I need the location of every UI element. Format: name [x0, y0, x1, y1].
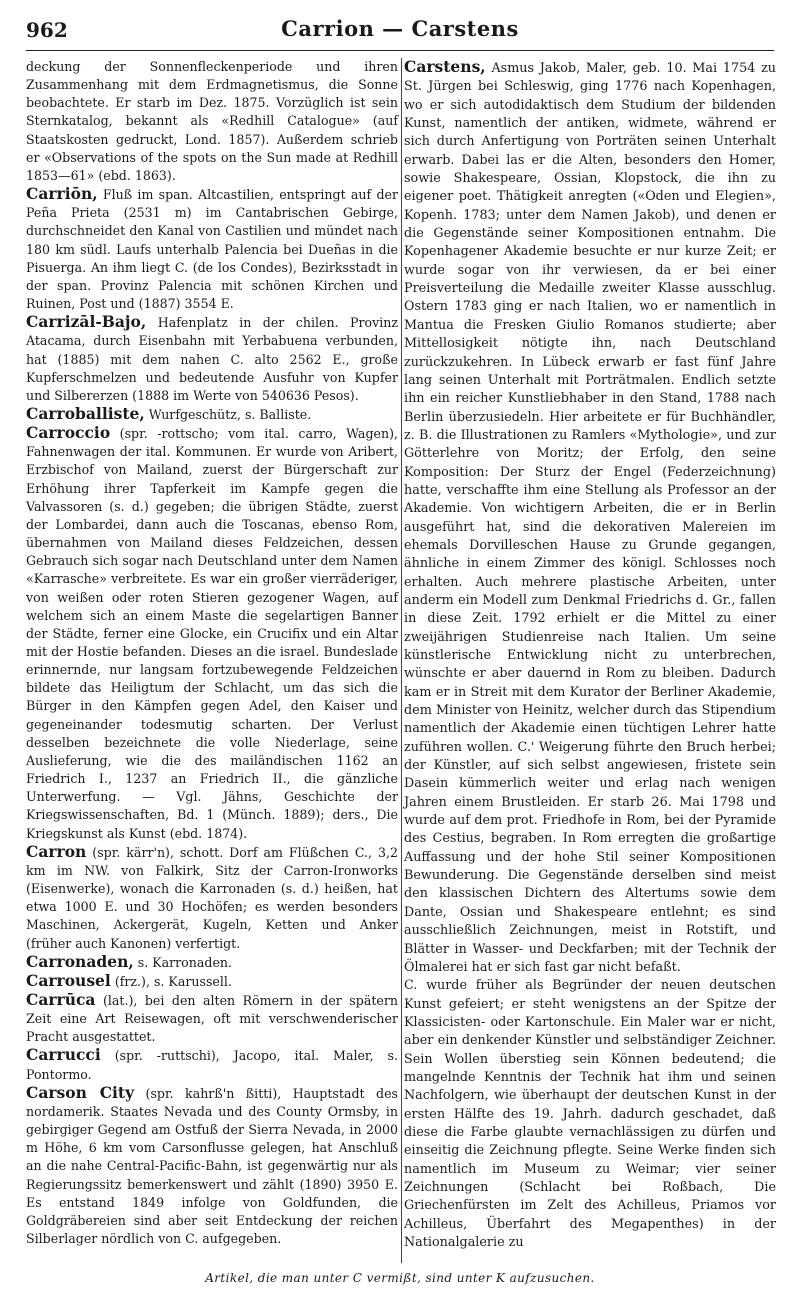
continued-entry-text: deckung der Sonnenfleckenperiode und ihren Zusammenhang mit dem Erdmagnetismus, die Sonne beobachtete. Er starb im Dez. 1875. Vorzüglich ist sein Sternkatalog, bekannt als «Redhill Catalogue» (auf Staatskosten gedruckt, Lond. 1857). Außerdem schrieb er «Observations of the spots on the Sun made at Redhill 1853—61» (ebd. 1863).: [26, 59, 398, 183]
page-header: [26, 16, 774, 46]
entry-headword: Carroccio: [26, 423, 111, 443]
entry-headword: Carronaden,: [26, 951, 134, 971]
left-column: [26, 58, 398, 1248]
entry-text: (spr. -ruttschi), Jacopo, ital. Maler, s. Pontormo.: [26, 1048, 398, 1082]
entry-text: Fluß im span. Altcastilien, entspringt auf der Peña Prieta (2531 m) im Cantabrischen Gebirge, durchschneidet den Kanal von Castilien und mündet nach 180 km südl. Laufs unterhalb Palencia bei Dueñas in die Pisuerga. An ihm liegt C. (de los Condes), Bezirksstadt in der span. Provinz Palencia mit schönen Kirchen und Ruinen, Post und (1887) 3554 E.: [26, 187, 398, 312]
entry-carrion: [26, 185, 398, 313]
page-footer-note: Artikel, die man unter C vermißt, sind unter K aufzusuchen.: [205, 1271, 595, 1285]
running-head: Carrion — Carstens: [281, 16, 519, 41]
entry-carstens: [404, 58, 776, 977]
entry-headword: Carriōn,: [26, 184, 98, 204]
entry-text: (spr. -rottscho; vom ital. carro, Wagen), Fahnenwagen der ital. Kommunen. Er wurde von Aribert, Erzbischof von Mailand, zuerst der Bürgerschaft zur Erhöhung ihrer Tapferkeit im Kampfe gegen die Valvassoren (s. d.) gegeben; die übrigen Städte, zuerst der Lombardei, dann auch die Toscanas, ebenso Rom, übernahmen von Mailand dieses Feldzeichen, dessen Gebrauch sich sogar nach Deutschland unter dem Namen «Karrasche» verbreitete. Es war ein großer vierräderiger, von weißen oder roten Stieren gezogener Wagen, auf welchem sich an einem Maste die segelartigen Banner der Städte, ferner eine Glocke, ein Crucifix und ein Altar mit der Hostie befanden. Dieses an die israel. Bundeslade erinnernde, nur langsam fortzubewegende Feldzeichen bildete das Heiligtum der Schlacht, um das sich die Bürger in den Kämpfen gegen Adel, den Kaiser und gegeneinander todesmutig scharten. Der Verlust desselben bezeichnete die volle Niederlage, seine Auslieferung, wie die des mailändischen 1162 an Friedrich I., 1237 an Friedrich II., die gänzliche Unterwerfung. — Vgl. Jähns, Geschichte der Kriegswissenschaften, Bd. 1 (Münch. 1889); ders., Die Kriegskunst als Kunst (ebd. 1874).: [26, 426, 398, 841]
entry-carrousel: [26, 972, 398, 991]
entry-headword: Carson City: [26, 1082, 135, 1102]
entry-text: Wurfgeschütz, s. Balliste.: [148, 406, 312, 422]
entry-headword: Carrūca: [26, 989, 96, 1009]
entry-text: (frz.), s. Karussell.: [114, 973, 232, 989]
entry-carronaden: [26, 953, 398, 972]
entry-text: C. wurde früher als Begründer der neuen deutschen Kunst gefeiert; er steht wenigstens an der Spitze der Klassicisten- oder Kartonschule. Ein Maler war er nicht, aber ein denkender Künstler und selbständiger Zeichner. Sein Wollen überstieg sein Können bedeutend; die mangelnde Kenntnis der Technik hat ihm und seinen Nachfolgern, wie überhaupt der deutschen Kunst in der ersten Hälfte des 19. Jahrh. dadurch geschadet, daß diese die Farbe glaubte vernachlässigen zu dürfen und einseitig die Zeichnung pflegte. Seine Werke finden sich namentlich im Museum zu Weimar; vier seiner Zeichnungen (Schlacht bei Roßbach, Die Griechenfürsten im Zelt des Achilleus, Priamos vor Achilleus, Überfahrt des Megapenthes) in der Nationalgalerie zu: [404, 978, 776, 1250]
entry-headword: Carroballiste,: [26, 403, 145, 423]
entry-headword: Carrousel: [26, 970, 111, 990]
entry-carroccio: [26, 424, 398, 843]
entry-carruca: [26, 991, 398, 1046]
entry-headword: Carrizāl-Bajo,: [26, 312, 147, 332]
entry-text: Asmus Jakob, Maler, geb. 10. Mai 1754 zu St. Jürgen bei Schleswig, ging 1776 nach Kopenhagen, wo er sich autodidaktisch dem Studium der bildenden Kunst, namentlich der antiken, widmete, während er sich durch Anfertigung von Porträten seinen Unterhalt erwarb. Dabei las er die Alten, besonders den Homer, sowie Shakespeare, Ossian, Klopstock, die ihn zu eigener poet. Thätigkeit anregten («Oden und Elegien», Kopenh. 1783; unter dem Namen Jakob), und denen er die Gegenstände seiner Kompositionen entnahm. Die Kopenhagener Akademie besuchte er nur kurze Zeit; er wurde sogar von ihr verwiesen, da er bei einer Preisverteilung die Medaille zweiter Klasse ausschlug. Ostern 1783 ging er nach Italien, wo er namentlich in Mantua die Fresken Giulio Romanos studierte; aber Mittellosigkeit nötigte ihn, nach Deutschland zurückzukehren. In Lübeck erwarb er fast fünf Jahre lang seinen Unterhalt mit Porträtmalen. Endlich setzte ihn ein reicher Kunstliebhaber in den Stand, 1788 nach Berlin überzusiedeln. Hier arbeitete er für Buchhändler, z. B. die Illustrationen zu Ramlers «Mythologie», und zur Götterlehre von Moritz; der Erfolg, den seine Komposition: Der Sturz der Engel (Federzeichnung) hatte, verschaffte ihm eine Stellung als Professor an der Akademie. Von wichtigern Arbeiten, die er in Berlin ausgeführt hat, sind die dekorativen Malereien im ehemals Dorvilleschen Hause zu Grunde gegangen, ähnliche in einem Zimmer des königl. Schlosses noch erhalten. Auch mehrere plastische Arbeiten, unter anderm ein Modell zum Denkmal Friedrichs d. Gr., fallen in diese Zeit. 1792 erhielt er die Mittel zu einer zweijährigen Studienreise nach Italien. Um seine künstlerische Entwicklung nicht zu unterbrechen, wünschte er aber dauernd in Rom zu bleiben. Dadurch kam er in Streit mit dem Kurator der Berliner Akademie, dem Minister von Heinitz, welcher durch das Stipendium namentlich der Akademie einen tüchtigen Lehrer hatte zuführen wollen. C.' Weigerung führte den Bruch herbei; der Künstler, auf sich selbst angewiesen, fristete sein Dasein kümmerlich weiter und erlag nach wenigen Jahren einem Brustleiden. Er starb 26. Mai 1798 und wurde auf dem prot. Friedhofe in Rom, bei der Pyramide des Cestius, begraben. In Rom erregten die großartige Auffassung und der hohe Stil seiner Kompositionen Bewunderung. Die Gegenstände derselben sind meist den klassischen Dichtern des Altertums sowie dem Dante, Ossian und Shakespeare entlehnt; es sind ausschließlich Zeichnungen, meist in Rotstift, und Blätter in Wasser- und Deckfarben; mit der Technik der Ölmalerei hat er sich fast gar nicht befaßt.: [404, 61, 776, 975]
right-column: [404, 58, 776, 1252]
entry-text: (spr. kärr'n), schott. Dorf am Flüßchen C., 3,2 km im NW. von Falkirk, Sitz der Carron-Ironworks (Eisenwerke), wonach die Karronaden (s. d.) heißen, hat etwa 1000 E. und 30 Hochöfen; es werden besonders Maschinen, Ackergerät, Kugeln, Ketten und Anker (früher auch Kanonen) verfertigt.: [26, 844, 398, 951]
entry-text: Hafenplatz in der chilen. Provinz Atacama, durch Eisenbahn mit Yerbabuena verbunden, hat (1885) mit dem nahen C. alto 2562 E., große Kupferschmelzen und bedeutende Ausfuhr von Kupfer und Silbererzen (1888 im Werte von 540636 Pesos).: [26, 315, 398, 403]
entry-carrizal-bajo: [26, 313, 398, 405]
entry-carrucci: [26, 1046, 398, 1083]
entry-carstens-paragraph-2: [404, 977, 776, 1252]
entry-carron: [26, 843, 398, 953]
entry-headword: Carstens,: [404, 57, 486, 76]
entry-headword: Carron: [26, 841, 87, 861]
entry-headword: Carrucci: [26, 1045, 101, 1065]
entry-carson-city: [26, 1084, 398, 1248]
column-divider: [401, 58, 402, 1263]
entry-text: s. Karronaden.: [137, 954, 233, 970]
page-number: 962: [26, 18, 68, 42]
entry-text: (spr. kahrß'n ßitti), Hauptstadt des nordamerik. Staates Nevada und des County Ormsby, in gebirgiger Gegend am Ostfuß der Sierra Nevada, in 2000 m Höhe, 6 km vom Carsonflusse gelegen, hat Anschluß an die nahe Central-Pacific-Bahn, ist gegenwärtig nur als Regierungssitz bemerkenswert und zählt (1890) 3950 E. Es entstand 1849 infolge von Goldfunden, die Goldgräbereien sind aber seit Entdeckung der reichen Silberlager nördlich von C. aufgegeben.: [26, 1085, 398, 1246]
entry-text: (lat.), bei den alten Römern in der spätern Zeit eine Art Reisewagen, oft mit verschwenderischer Pracht ausgestattet.: [26, 992, 398, 1045]
entry-carroballiste: [26, 405, 398, 424]
header-rule: [26, 50, 774, 51]
